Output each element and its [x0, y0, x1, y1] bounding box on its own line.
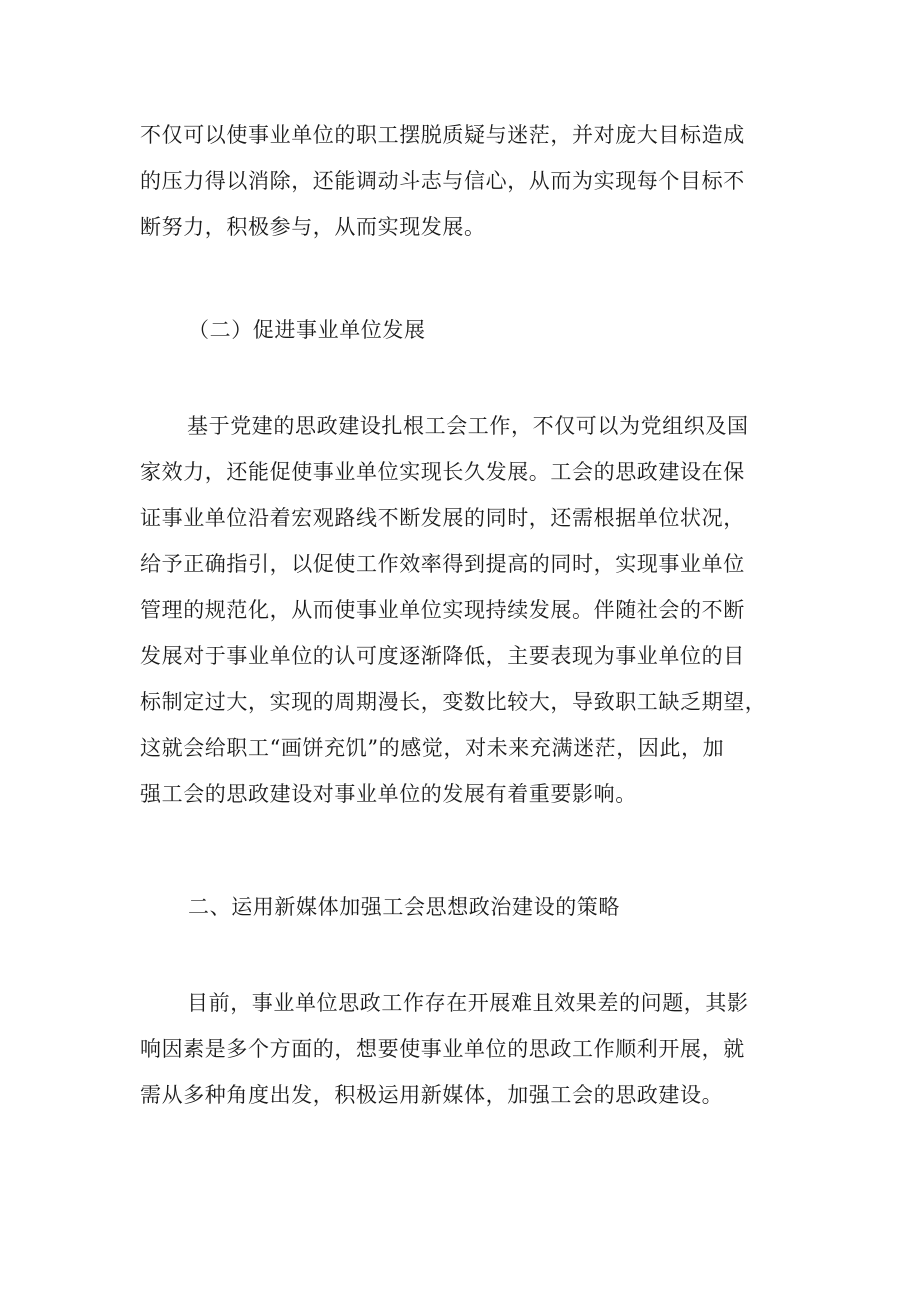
paragraph-line: 需从多种角度出发，积极运用新媒体，加强工会的思政建设。	[140, 1083, 724, 1107]
paragraph-line: 证事业单位沿着宏观路线不断发展的同时，还需根据单位状况，	[140, 506, 745, 530]
paragraph-continued	[140, 112, 790, 250]
paragraph-line: 强工会的思政建设对事业单位的发展有着重要影响。	[140, 782, 637, 806]
section-heading-strategies: 二、运用新媒体加强工会思想政治建设的策略	[188, 895, 620, 919]
paragraph-line: 管理的规范化，从而使事业单位实现持续发展。伴随社会的不断	[140, 598, 745, 622]
paragraph-line: 给予正确指引，以促使工作效率得到提高的同时，实现事业单位	[140, 552, 745, 576]
paragraph-line: 断努力，积极参与，从而实现发展。	[140, 215, 486, 239]
paragraph-line: 目前，事业单位思政工作存在开展难且效果差的问题，其影	[187, 991, 749, 1015]
paragraph-line: 不仅可以使事业单位的职工摆脱质疑与迷茫，并对庞大目标造成	[140, 123, 745, 147]
section-heading-promote-development: （二）促进事业单位发展	[188, 318, 426, 342]
paragraph-line: 标制定过大，实现的周期漫长，变数比较大，导致职工缺乏期望，	[140, 690, 767, 714]
paragraph-line: 响因素是多个方面的，想要使事业单位的思政工作顺利开展，就	[140, 1037, 745, 1061]
paragraph-line: 家效力，还能促使事业单位实现长久发展。工会的思政建设在保	[140, 460, 745, 484]
paragraph-line: 基于党建的思政建设扎根工会工作，不仅可以为党组织及国	[187, 414, 749, 438]
paragraph-line: 发展对于事业单位的认可度逐渐降低，主要表现为事业单位的目	[140, 644, 745, 668]
paragraph-strategies	[140, 980, 790, 1118]
paragraph-line: 的压力得以消除，还能调动斗志与信心，从而为实现每个目标不	[140, 169, 745, 193]
paragraph-line: 这就会给职工“画饼充饥”的感觉，对未来充满迷茫，因此，加	[140, 736, 725, 760]
paragraph-promote-development	[140, 403, 790, 817]
